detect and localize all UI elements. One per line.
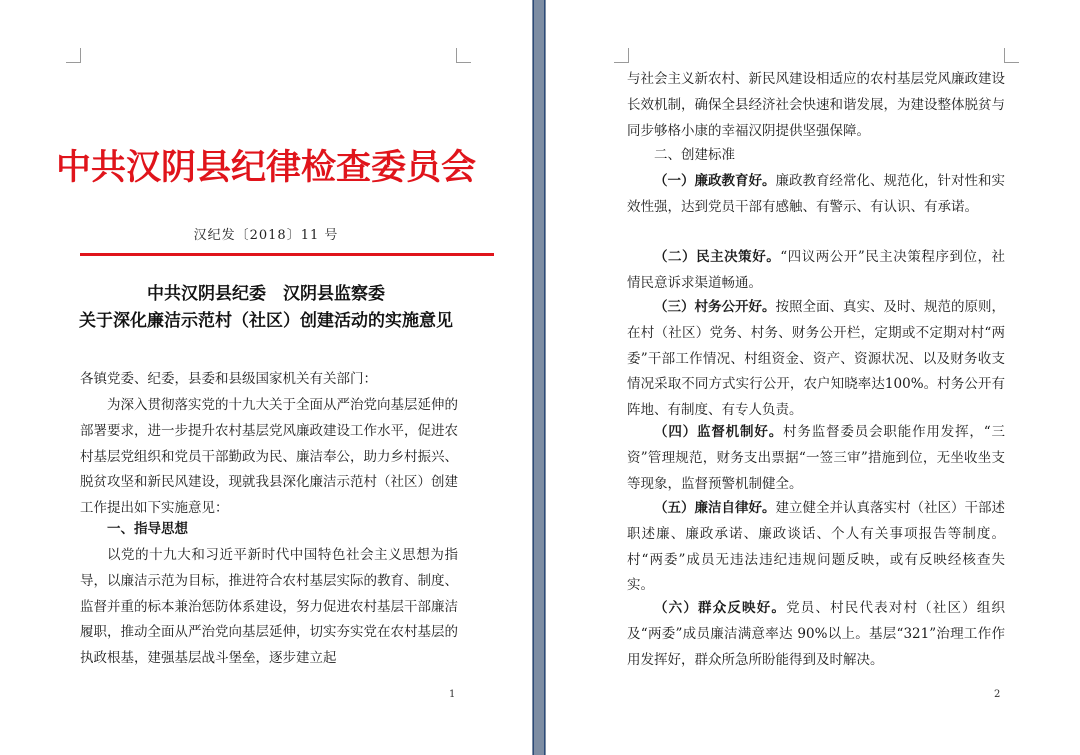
document-page-2 xyxy=(546,0,1080,755)
red-header-title: 中共汉阴县纪律检查委员会 xyxy=(55,147,476,188)
criterion-text: 建立健全并认真落实村（社区）干部述职述廉、廉政承诺、廉政谈话、个人有关事项报告等制度。村“两委”成员无违法违纪违规问题反映，或有反映经核查失实。 xyxy=(627,500,1005,594)
section-1-heading: 一、指导思想 xyxy=(107,521,188,537)
criterion-item-5 xyxy=(627,496,1005,599)
criterion-label: （五）廉洁自律好。 xyxy=(654,500,776,516)
crop-mark-top-left xyxy=(614,48,629,63)
page-number: 2 xyxy=(994,689,1001,700)
page-gutter-edge xyxy=(533,0,534,755)
criterion-label: （六）群众反映好。 xyxy=(654,600,787,616)
criterion-item-4 xyxy=(627,420,1005,497)
page-number: 1 xyxy=(449,689,456,700)
criterion-text: 廉政教育经常化、规范化，针对性和实效性强，达到党员干部有感触、有警示、有认识、有承诺。 xyxy=(627,173,1005,215)
salutation: 各镇党委、纪委，县委和县级国家机关有关部门： xyxy=(80,371,377,387)
crop-mark-top-right xyxy=(1004,48,1019,63)
criterion-label: （四）监督机制好。 xyxy=(654,424,784,440)
continuation-paragraph: 与社会主义新农村、新民风建设相适应的农村基层党风廉政建设长效机制，确保全县经济社会快速和谐发展，为建设整体脱贫与同步够格小康的幸福汉阴提供坚强保障。 xyxy=(627,71,1005,139)
intro-paragraph: 为深入贯彻落实党的十九大关于全面从严治党向基层延伸的部署要求，进一步提升农村基层党风廉政建设工作水平，促进农村基层党组织和党员干部勤政为民、廉洁奉公，助力乡村振兴、脱贫攻坚和新民风建设，现就我县深化廉洁示范村（社区）创建工作提出如下实施意见： xyxy=(80,397,458,517)
section-1-paragraph: 以党的十九大和习近平新时代中国特色社会主义思想为指导，以廉洁示范为目标，推进符合农村基层实际的教育、制度、监督并重的标本兼治惩防体系建设，努力促进农村基层干部廉洁履职，推动全面从严治党向基层延伸，切实夯实党在农村基层的执政根基，建强基层战斗堡垒，逐步建立起 xyxy=(80,547,458,667)
criterion-label: （二）民主决策好。 xyxy=(654,249,781,265)
document-number: 汉纪发〔2018〕11 号 xyxy=(193,228,339,243)
criterion-item-1 xyxy=(627,169,1005,221)
criterion-label: （一）廉政教育好。 xyxy=(654,173,776,189)
criterion-text: “四议两公开”民主决策程序到位，社情民意诉求渠道畅通。 xyxy=(627,249,1005,291)
criterion-text: 按照全面、真实、及时、规范的原则，在村（社区）党务、村务、财务公开栏，定期或不定期对村“两委”干部工作情况、村组资金、资产、资源状况、以及财务收支情况采取不同方式实行公开，农户知晓率达100%。村务公开有阵地、有制度、有专人负责。 xyxy=(627,299,1005,419)
document-page-1 xyxy=(0,0,532,755)
document-title-line-2: 关于深化廉洁示范村（社区）创建活动的实施意见 xyxy=(79,311,453,331)
criterion-item-6 xyxy=(627,596,1005,673)
section-2-heading: 二、创建标准 xyxy=(654,147,735,163)
crop-mark-top-left xyxy=(66,48,81,63)
red-divider-line xyxy=(80,253,494,256)
page-gutter-edge xyxy=(544,0,545,755)
crop-mark-top-right xyxy=(456,48,471,63)
criterion-item-3 xyxy=(627,295,1005,424)
criterion-text: 村务监督委员会职能作用发挥，“三资”管理规范，财务支出票据“一签三审”措施到位，无坐收坐支等现象，监督预警机制健全。 xyxy=(627,424,1006,492)
document-title-line-1: 中共汉阴县纪委 汉阴县监察委 xyxy=(147,284,385,304)
criterion-text: 党员、村民代表对村（社区）组织及“两委”成员廉洁满意率达 90%以上。基层“321”治理工作作用发挥好，群众所急所盼能得到及时解决。 xyxy=(627,600,1006,668)
criterion-label: （三）村务公开好。 xyxy=(654,299,776,315)
criterion-item-2 xyxy=(627,245,1005,297)
